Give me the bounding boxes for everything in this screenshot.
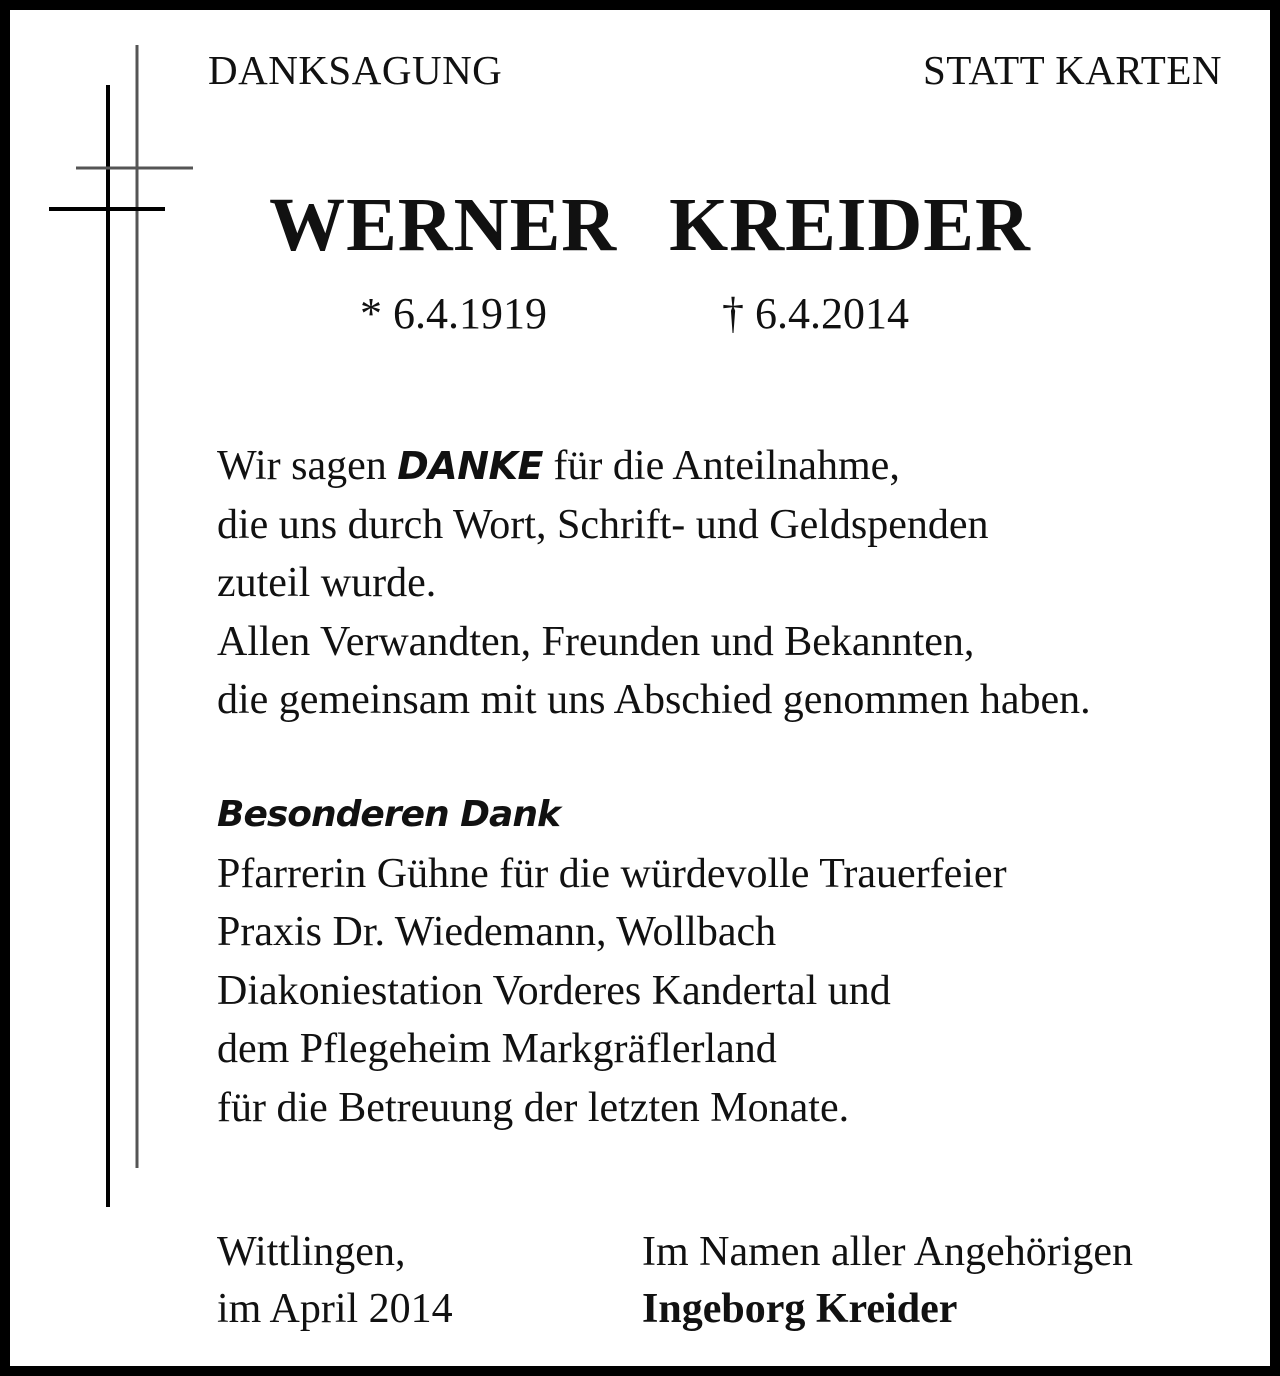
footer-signer: Ingeborg Kreider (642, 1286, 958, 1332)
footer-behalf: Im Namen aller Angehörigen (642, 1229, 1133, 1275)
header-statt-karten: STATT KARTEN (922, 47, 1222, 93)
footer-date: im April 2014 (217, 1286, 453, 1332)
deceased-last-name: KREIDER (669, 183, 1031, 267)
danke-emphasis: DANKE (397, 444, 543, 488)
special-thanks-paragraph (217, 786, 1007, 1137)
thanks-intro-after: für die Anteilnahme, (542, 443, 900, 489)
special-thanks-line: für die Betreuung der letzten Monate. (217, 1084, 850, 1131)
footer-place-date (217, 1224, 453, 1338)
special-thanks-heading: Besonderen Dank (217, 794, 560, 835)
death-date: † 6.4.2014 (722, 289, 909, 338)
deceased-first-name: WERNER (269, 183, 618, 267)
thanks-intro-line (217, 437, 1091, 496)
birth-date: * 6.4.1919 (360, 289, 547, 338)
thanks-line: die uns durch Wort, Schrift- und Geldspenden (217, 501, 989, 548)
thanks-paragraph (217, 437, 1091, 730)
thanks-line: die gemeinsam mit uns Abschied genommen haben. (217, 677, 1091, 723)
footer-signature (642, 1224, 1133, 1338)
deceased-name (10, 182, 1280, 269)
thanks-line: zuteil wurde. (217, 560, 437, 606)
thanks-line: Allen Verwandten, Freunden und Bekannten, (217, 618, 975, 665)
header-danksagung: DANKSAGUNG (208, 47, 503, 93)
thanks-intro-before: Wir sagen (217, 443, 398, 489)
footer-place: Wittlingen, (217, 1229, 406, 1275)
special-thanks-line: Praxis Dr. Wiedemann, Wollbach (217, 909, 777, 955)
special-thanks-line: Diakoniestation Vorderes Kandertal und (217, 967, 891, 1014)
special-thanks-line: Pfarrerin Gühne für die würdevolle Trauerfeier (217, 850, 1007, 897)
special-thanks-line: dem Pflegeheim Markgräflerland (217, 1026, 777, 1072)
